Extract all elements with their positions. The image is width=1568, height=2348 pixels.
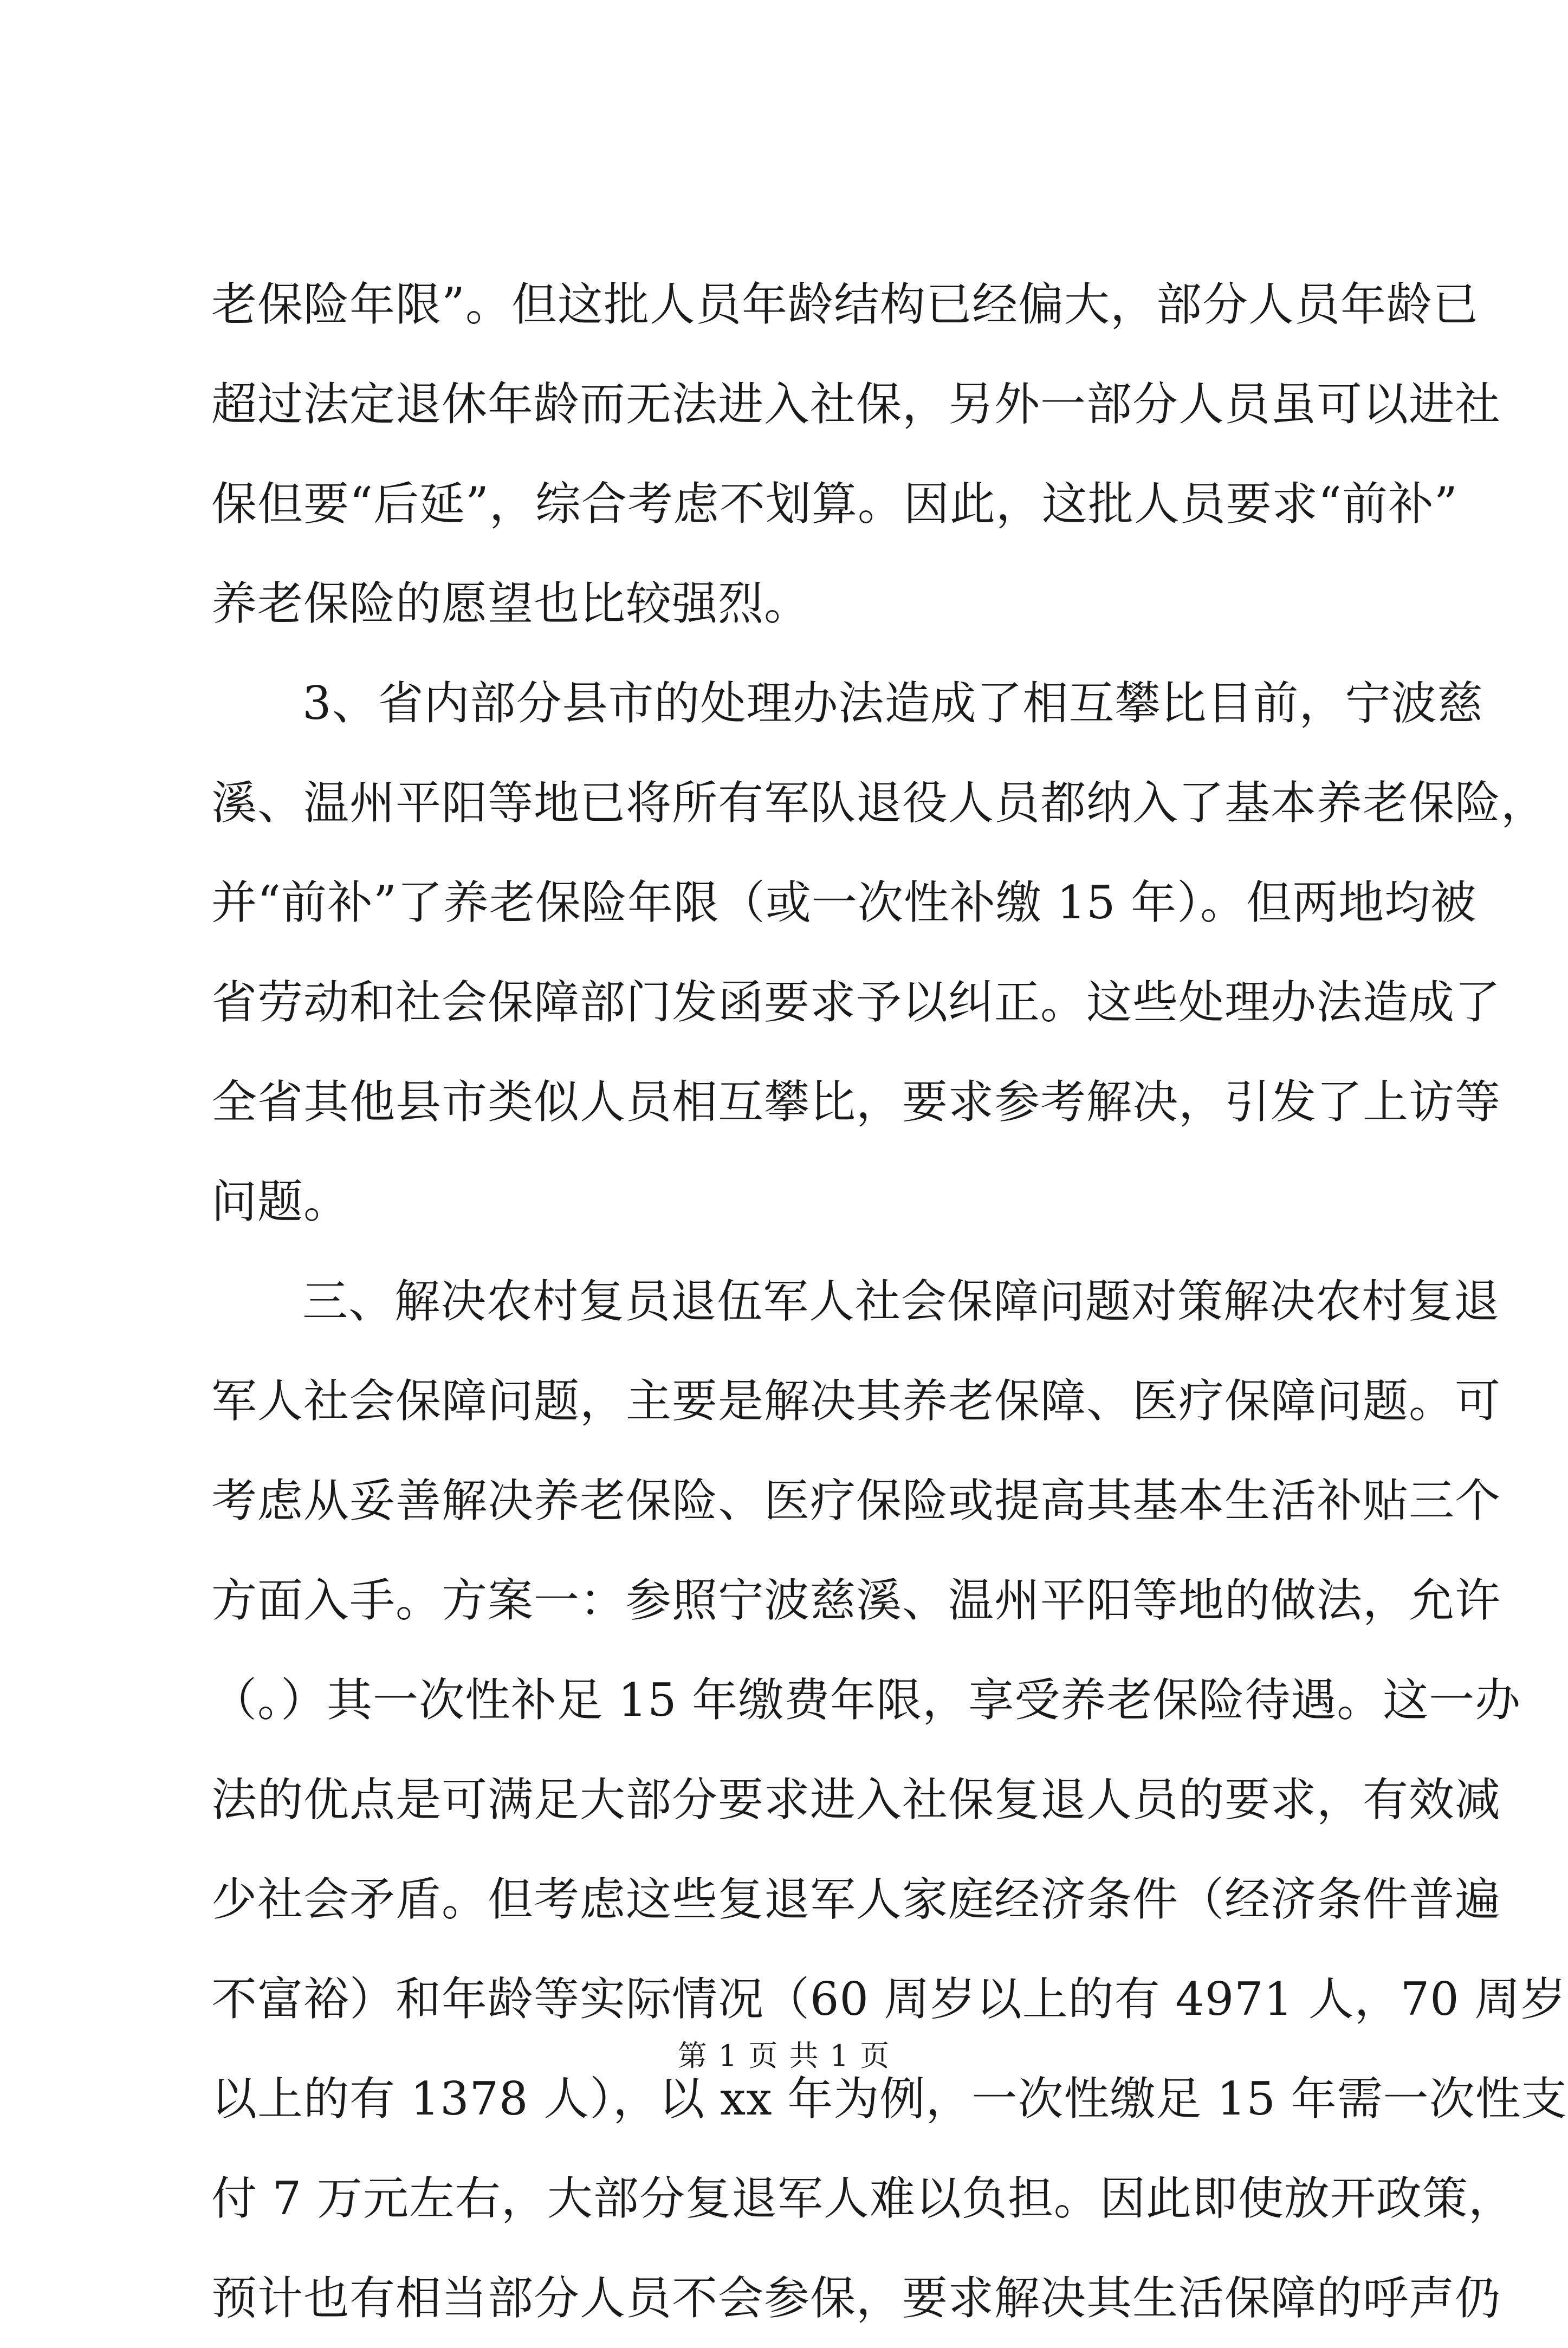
text-line: （。）其一次性补足 15 年缴费年限，享受养老保险待遇。这一办 [211, 1674, 1521, 1727]
section-heading-line: 三、解决农村复员退伍军人社会保障问题对策解决农村复退 [302, 1275, 1500, 1328]
text-line: 问题。 [211, 1175, 350, 1228]
text-line: 付 7 万元左右，大部分复退军人难以负担。因此即使放开政策， [211, 2172, 1514, 2225]
text-line: 军人社会保障问题，主要是解决其养老保障、医疗保障问题。可 [211, 1374, 1501, 1428]
text-line: 养老保险的愿望也比较强烈。 [211, 577, 811, 630]
text-line: 不富裕）和年龄等实际情况（60 周岁以上的有 4971 人，70 周岁 [211, 1973, 1567, 2026]
text-line: 省劳动和社会保障部门发函要求予以纠正。这些处理办法造成了 [211, 976, 1501, 1029]
text-line: 少社会矛盾。但考虑这些复退军人家庭经济条件（经济条件普遍 [211, 1873, 1501, 1926]
text-line: 超过法定退休年龄而无法进入社保，另外一部分人员虽可以进社 [211, 378, 1501, 431]
text-line: 保但要“后延”，综合考虑不划算。因此，这批人员要求“前补” [211, 477, 1458, 530]
text-line: 以上的有 1378 人），以 xx 年为例，一次性缴足 15 年需一次性支 [211, 2072, 1567, 2125]
paragraph-start-line: 3、省内部分县市的处理办法造成了相互攀比目前，宁波慈 [302, 677, 1483, 730]
text-line: 预计也有相当部分人员不会参保，要求解决其生活保障的呼声仍 [211, 2272, 1501, 2325]
text-line: 并“前补”了养老保险年限（或一次性补缴 15 年）。但两地均被 [211, 876, 1477, 929]
text-line: 溪、温州平阳等地已将所有军队退役人员都纳入了基本养老保险， [211, 776, 1547, 829]
text-line: 全省其他县市类似人员相互攀比，要求参考解决，引发了上访等 [211, 1075, 1501, 1128]
text-line: 方面入手。方案一：参照宁波慈溪、温州平阳等地的做法，允许 [211, 1574, 1501, 1627]
page-number-footer: 第 1 页 共 1 页 [677, 2039, 891, 2073]
text-line: 老保险年限”。但这批人员年龄结构已经偏大，部分人员年龄已 [211, 278, 1479, 331]
body-text [211, 255, 1567, 2348]
text-line: 考虑从妥善解决养老保险、医疗保险或提高其基本生活补贴三个 [211, 1474, 1501, 1527]
text-line: 法的优点是可满足大部分要求进入社保复退人员的要求，有效减 [211, 1773, 1501, 1826]
